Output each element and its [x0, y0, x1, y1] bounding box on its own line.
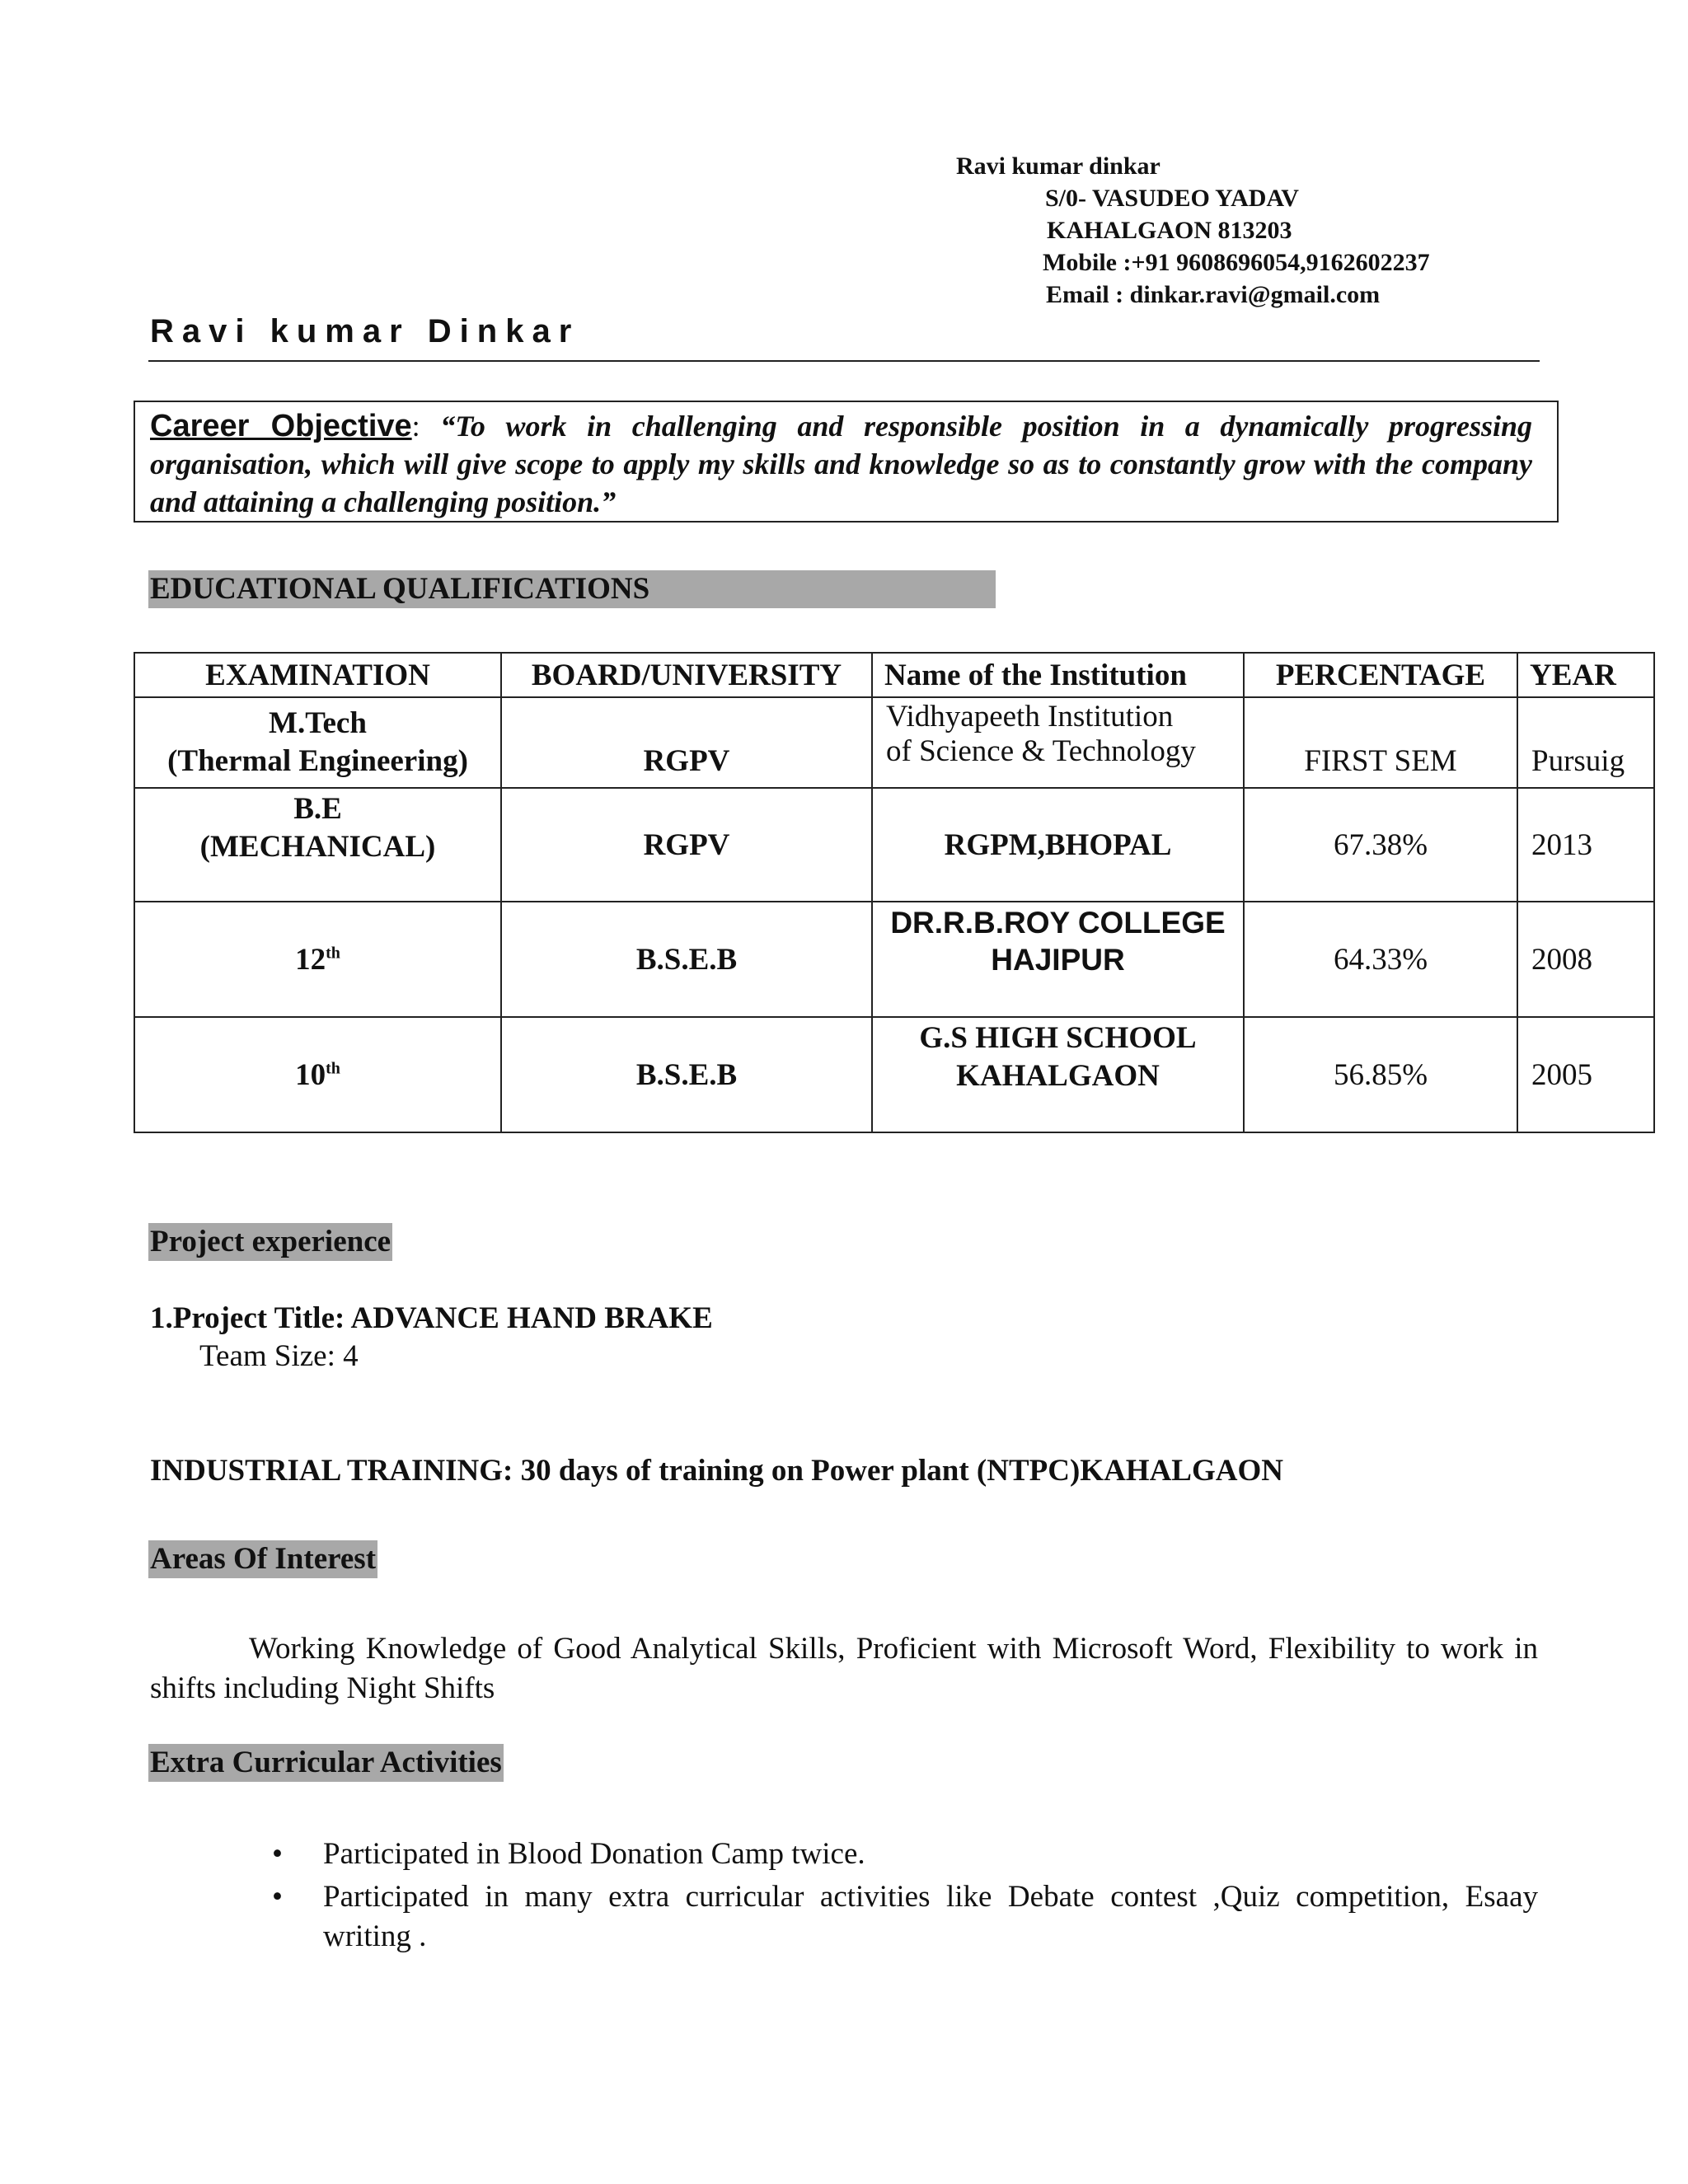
list-item-text: Participated in Blood Donation Camp twice.	[323, 1837, 865, 1871]
percentage-cell: FIRST SEM	[1244, 697, 1517, 788]
career-objective-box	[134, 401, 1559, 523]
column-header-examination: EXAMINATION	[134, 653, 501, 697]
table-row	[134, 697, 1654, 788]
percentage-cell: 56.85%	[1244, 1017, 1517, 1132]
column-header-institution: Name of the Institution	[872, 653, 1244, 697]
career-objective-text	[150, 407, 1532, 521]
institution-cell	[872, 697, 1244, 788]
education-heading: EDUCATIONAL QUALIFICATIONS	[148, 570, 996, 608]
table-header-row	[134, 653, 1654, 697]
institution-line-2: KAHALGAON	[956, 1059, 1160, 1093]
list-item	[272, 1877, 1538, 1957]
column-header-board: BOARD/UNIVERSITY	[501, 653, 872, 697]
table-row	[134, 788, 1654, 902]
year-cell: 2013	[1517, 788, 1654, 902]
career-objective-label: Career Objective	[150, 409, 412, 443]
year-cell: 2008	[1517, 902, 1654, 1017]
percentage-cell: 67.38%	[1244, 788, 1517, 902]
institution-line-1: Vidhyapeeth Institution	[886, 700, 1174, 733]
header-email: Email : dinkar.ravi@gmail.com	[1046, 281, 1381, 308]
header-address: KAHALGAON 813203	[1047, 217, 1292, 244]
project-heading: Project experience	[148, 1223, 392, 1261]
board-cell: B.S.E.B	[501, 1017, 872, 1132]
table-row	[134, 902, 1654, 1017]
column-header-year: YEAR	[1517, 653, 1654, 697]
institution-line-1: DR.R.B.ROY COLLEGE	[890, 906, 1226, 940]
bullet-icon: •	[272, 1837, 283, 1871]
exam-grade-suffix: th	[326, 944, 340, 963]
institution-cell: RGPM,BHOPAL	[872, 788, 1244, 902]
exam-cell	[134, 1017, 501, 1132]
exam-specialisation: (Thermal Engineering)	[167, 744, 468, 778]
board-cell: RGPV	[501, 788, 872, 902]
exam-cell	[134, 788, 501, 902]
exam-grade: 10	[295, 1057, 326, 1092]
header-mobile: Mobile :+91 9608696054,9162602237	[1043, 249, 1430, 276]
exam-grade: 12	[295, 942, 326, 977]
exam-degree: B.E	[293, 792, 342, 826]
year-cell: 2005	[1517, 1017, 1654, 1132]
page-title: Ravi kumar Dinkar	[150, 313, 580, 349]
industrial-training: INDUSTRIAL TRAINING: 30 days of training on Power plant (NTPC)KAHALGAON	[150, 1454, 1283, 1488]
institution-cell	[872, 1017, 1244, 1132]
institution-line-2: HAJIPUR	[991, 943, 1125, 977]
list-item-text: Participated in many extra curricular activities like Debate contest ,Quiz competition, Esaay writing .	[323, 1880, 1538, 1953]
education-table	[134, 652, 1655, 1133]
project-team-size: Team Size: 4	[199, 1339, 359, 1373]
career-objective-separator: :	[411, 410, 420, 443]
header-name-line: Ravi kumar dinkar	[956, 152, 1160, 180]
table-row	[134, 1017, 1654, 1132]
header-divider	[148, 360, 1540, 362]
bullet-icon: •	[272, 1880, 283, 1914]
exam-specialisation: (MECHANICAL)	[199, 830, 436, 864]
extra-curricular-list	[272, 1835, 1538, 1960]
exam-grade-suffix: th	[326, 1059, 340, 1078]
interests-heading: Areas Of Interest	[148, 1540, 377, 1578]
interests-text: Working Knowledge of Good Analytical Skills, Proficient with Microsoft Word, Flexibility to work in shifts including Night Shifts	[150, 1632, 1538, 1705]
institution-line-2: of Science & Technology	[886, 734, 1196, 768]
extra-curricular-heading: Extra Curricular Activities	[148, 1744, 504, 1782]
list-item	[272, 1835, 1538, 1874]
exam-cell	[134, 902, 501, 1017]
institution-line-1: G.S HIGH SCHOOL	[919, 1021, 1197, 1055]
header-father: S/0- VASUDEO YADAV	[1045, 185, 1299, 212]
exam-degree: M.Tech	[269, 706, 367, 740]
year-cell: Pursuig	[1517, 697, 1654, 788]
column-header-percentage: PERCENTAGE	[1244, 653, 1517, 697]
career-objective-quote: “To work in challenging and responsible position in a dynamically progressing organisation, which will give scope to apply my skills and knowledge so as to constantly grow with the company and attaining a challenging position.”	[150, 410, 1532, 518]
institution-cell	[872, 902, 1244, 1017]
board-cell: RGPV	[501, 697, 872, 788]
project-title: 1.Project Title: ADVANCE HAND BRAKE	[150, 1301, 713, 1335]
exam-cell	[134, 697, 501, 788]
board-cell: B.S.E.B	[501, 902, 872, 1017]
percentage-cell: 64.33%	[1244, 902, 1517, 1017]
